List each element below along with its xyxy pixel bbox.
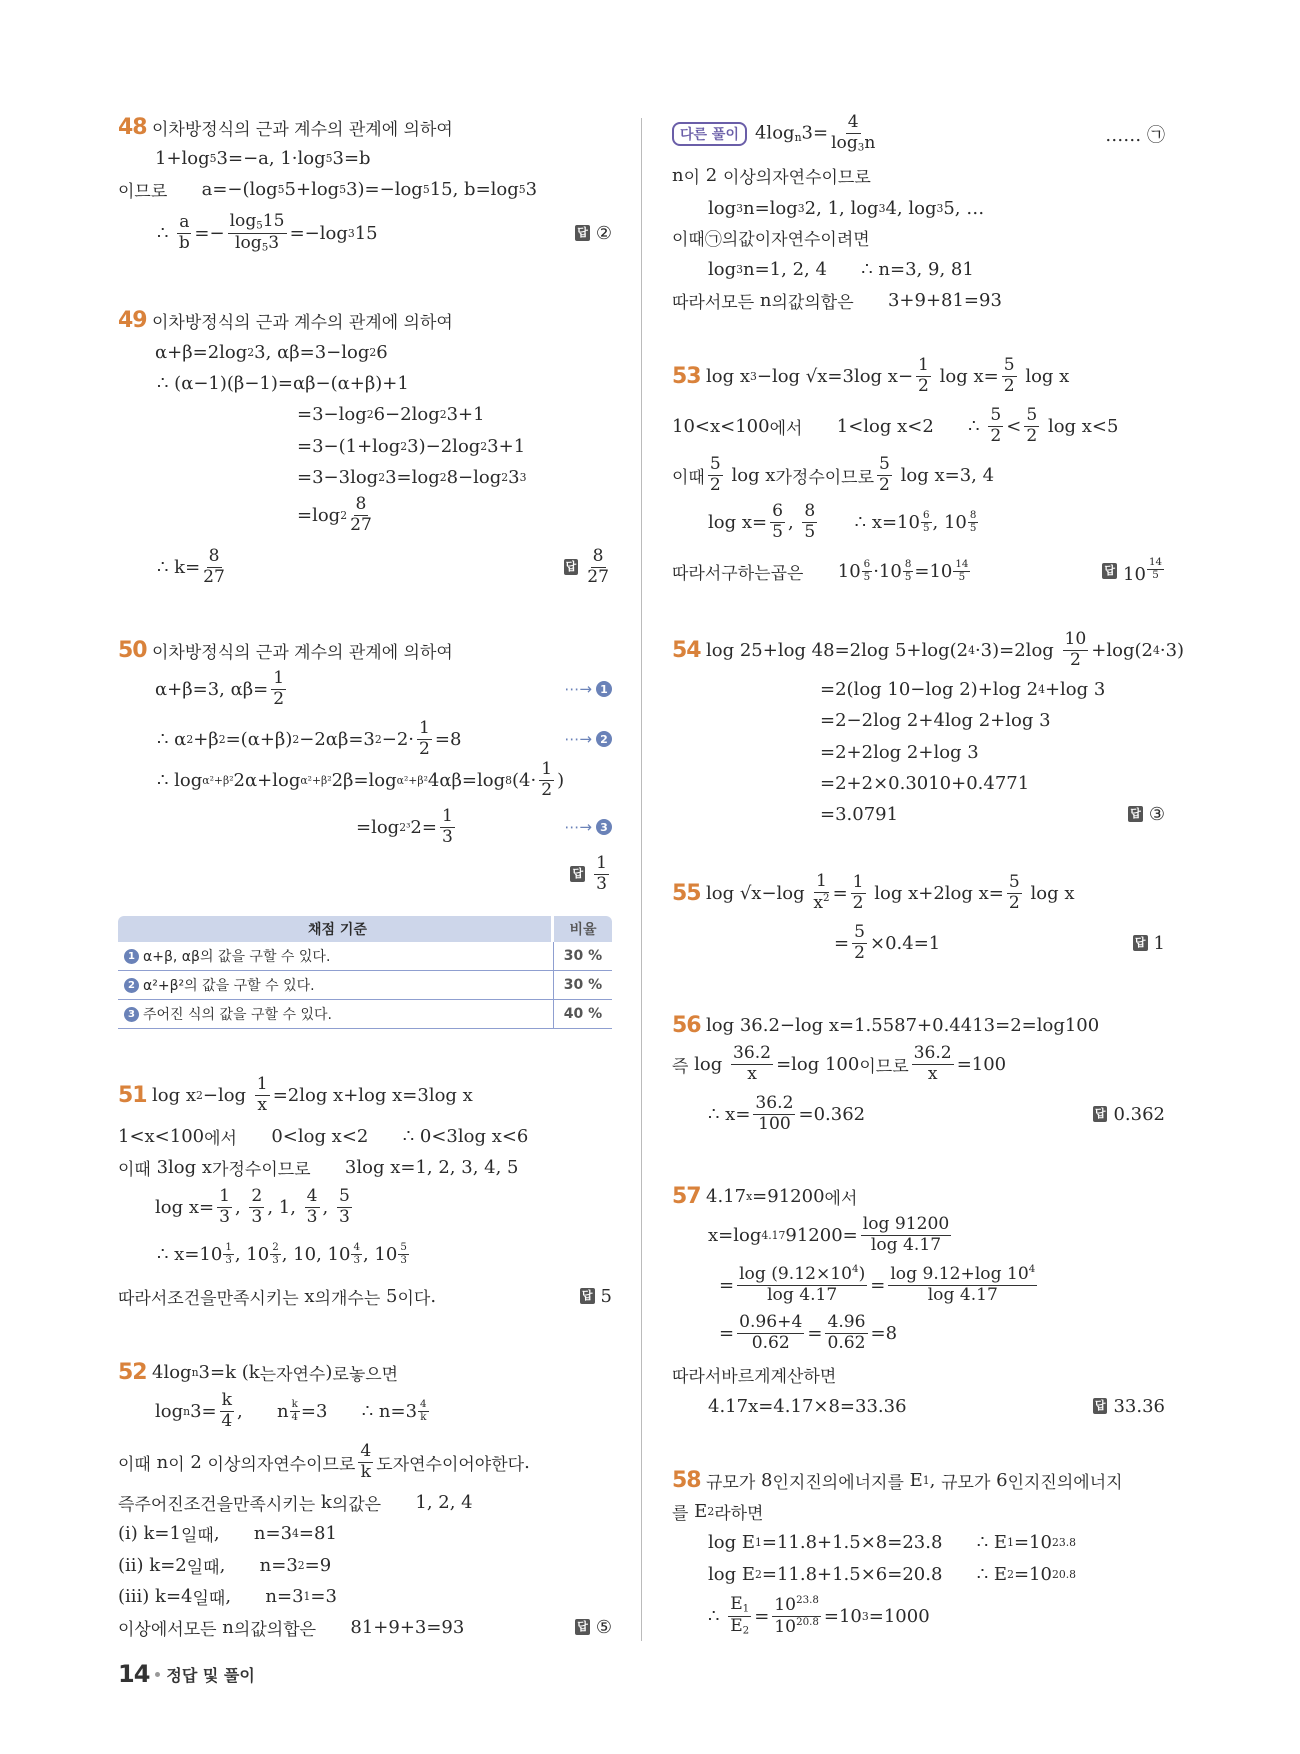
solution-line: α+β=2log 2 3, αβ=3−log 2 6 xyxy=(155,341,388,363)
solution-line: log √x−log $\frac{1}{x^2}$ = $\frac{1}{2}$ log x+2log x= $\frac{5}{2}$ log x xyxy=(706,871,1075,914)
answer xyxy=(1093,1090,1165,1138)
step-bullet-icon: 1 xyxy=(124,949,139,964)
solution-line: 이때 n 이 2 이상의 자연수이므로 $\frac{4}{k}$ 도 자연수이어야 한다 . xyxy=(118,1440,530,1482)
page-footer xyxy=(118,1660,255,1688)
problem-number: 56 xyxy=(672,1012,701,1038)
solution-line: 이때 3log x 가 정수이므로 3log x=1, 2, 3, 4, 5 xyxy=(118,1156,519,1180)
solution-line: =3−3log 2 3=log 2 8−log 2 3 3 xyxy=(297,466,527,488)
answer-badge-icon: 답 xyxy=(577,226,588,239)
solution-line: log n 3= $\frac{k}{4}$ , n $\frac{k}{4}$ =3 ∴ n=3 $\frac{4}{k}$ xyxy=(155,1389,427,1431)
answer xyxy=(1128,790,1165,838)
solution-line: log E 1 =11.8+1.5×8=23.8 ∴ E 1 =10 23.8 xyxy=(708,1531,1076,1553)
step-marker-2: ⋯→ 2 xyxy=(564,715,612,763)
answer-badge-icon: 답 xyxy=(581,1289,593,1302)
ratio: 30 % xyxy=(563,977,603,993)
table-header xyxy=(118,916,612,942)
solution-line: log 36.2−log x=1.5587+0.4413=2=log100 xyxy=(706,1014,1100,1036)
solution-line: log x= $\frac{6}{5}$ , $\frac{8}{5}$ ∴ x=10 $\frac{6}{5}$ , 10 $\frac{8}{5}$ xyxy=(708,500,977,542)
footer-title: 정답 및 풀이 xyxy=(166,1665,255,1685)
answer xyxy=(1102,547,1165,595)
solution-line: ∴ log α²+β² 2α+log α²+β² 2β=log α²+β² 4αβ=log 8 (4· $\frac{1}{2}$ ) xyxy=(157,758,565,800)
solution-line: ∴ $\frac{a}{b}$ =− $\frac{\log_515}{\log_53}$ =−log 3 15 xyxy=(157,211,378,254)
answer-value: 33.36 xyxy=(1113,1395,1165,1417)
header-ratio: 비율 xyxy=(569,922,597,938)
answer xyxy=(575,1603,612,1651)
problem-number: 49 xyxy=(118,307,147,333)
solution-line: =log 2 $\frac{8}{27}$ xyxy=(297,493,372,535)
answer-badge-icon: 답 xyxy=(572,867,584,880)
criterion: 주어진 식의 값을 구할 수 있다. xyxy=(143,1007,332,1023)
solution-line: ∴ α 2 +β 2 =(α+β) 2 −2αβ=3 2 −2· $\frac{1}{2}$ =8 xyxy=(157,717,462,759)
solution-line: =3−log 2 6−2log 2 3+1 xyxy=(297,403,485,425)
solution-line: (i) k=1 일 때 , n=3 4 =81 xyxy=(118,1522,337,1546)
solution-line: ∴ k= $\frac{8}{27}$ xyxy=(157,545,225,587)
table-row xyxy=(118,1000,612,1029)
solution-line: 따라서 바르게 계산하면 xyxy=(672,1366,837,1387)
answer-value: 10 $^{\frac{14}{5}}$ xyxy=(1123,556,1162,585)
equation-marker: …… ㉠ xyxy=(1105,125,1165,146)
solution-line: =3−(1+log 2 3)−2log 2 3+1 xyxy=(297,435,526,457)
solution-line: ∴ $\frac{E_1}{E_2}$ = $\frac{10^{23.8}}{10^{20.8}}$ =10 3 =1000 xyxy=(708,1593,930,1637)
step-marker-3: ⋯→ 3 xyxy=(564,803,612,851)
solution-line: =log 2³ 2= $\frac{1}{3}$ xyxy=(356,805,453,847)
answer-badge-icon: 답 xyxy=(1130,807,1141,820)
solution-line: 따라서 조건을 만족시키는 x 의 개수는 5 이다 . xyxy=(118,1285,437,1309)
answer-badge-icon: 답 xyxy=(1094,1399,1106,1412)
header-criterion: 채점 기준 xyxy=(118,916,554,942)
problem-number: 48 xyxy=(118,114,147,140)
solution-line: 이상에서 모든 n 의 값의 합은 81+9+3=93 xyxy=(118,1616,465,1640)
answer-value: 5 xyxy=(600,1285,612,1307)
solution-line: log 25+log 48=2log 5+log(2 4 ·3)=2log $\frac{10}{2}$ +log(2 4 ·3) xyxy=(706,628,1185,670)
solution-line: 4.17x=4.17×8=33.36 xyxy=(708,1395,907,1417)
column-divider xyxy=(641,118,642,1641)
solution-line: 규모가 8 인 지진의 에너지를 E 1 , 규모가 6 인 지진의 에너지 xyxy=(706,1469,1123,1493)
answer xyxy=(580,1272,612,1320)
solution-line: 이때 $\frac{5}{2}$ log x 가 정수이므로 $\frac{5}{2}$ log x=3, 4 xyxy=(672,453,995,495)
solution-line: (ii) k=2 일 때 , n=3 2 =9 xyxy=(118,1554,332,1578)
ratio: 30 % xyxy=(563,948,603,964)
solution-line: =2+2log 2+log 3 xyxy=(820,741,979,763)
ratio: 40 % xyxy=(563,1006,603,1022)
solution-line: =2(log 10−log 2)+log 2 4 +log 3 xyxy=(820,678,1106,700)
scoring-table xyxy=(118,916,612,1029)
solution-line: n 이 2 이상의 자연수이므로 xyxy=(672,164,871,188)
answer-value: 0.362 xyxy=(1113,1103,1165,1125)
problem-number: 58 xyxy=(672,1467,701,1493)
solution-line: = $\frac{\log (9.12\times 10^4)}{\log 4.17}$ = $\frac{\log 9.12+\log 10^4}{\log 4.17}$ xyxy=(719,1263,1036,1306)
solution-line: 이때 ㉠의 값이 자연수이려면 xyxy=(672,229,870,250)
answer-badge-icon: 답 xyxy=(1134,936,1146,949)
solution-line: (iii) k=4 일 때 , n=3 1 =3 xyxy=(118,1585,337,1609)
solution-line: log x= $\frac{1}{3}$ , $\frac{2}{3}$ , 1, $\frac{4}{3}$ , $\frac{5}{3}$ xyxy=(155,1185,350,1227)
problem-number: 52 xyxy=(118,1359,147,1385)
solution-line: log x 3 −log √x=3log x− $\frac{1}{2}$ log x= $\frac{5}{2}$ log x xyxy=(706,354,1070,396)
bullet-dot-icon xyxy=(155,1672,160,1677)
step-marker-1: ⋯→ 1 xyxy=(564,665,612,713)
page-number: 14 xyxy=(118,1660,150,1688)
answer xyxy=(1093,1382,1165,1430)
solution-line: 10<x<100 에서 1<log x<2 ∴ $\frac{5}{2}$ < $\frac{5}{2}$ log x<5 xyxy=(672,404,1119,446)
solution-line: ∴ (α−1)(β−1)=αβ−(α+β)+1 xyxy=(157,372,409,394)
answer xyxy=(575,209,612,257)
solution-line: 이차방정식의 근과 계수의 관계에 의하여 xyxy=(152,119,453,140)
solution-line: 1<x<100 에서 0<log x<2 ∴ 0<3log x<6 xyxy=(118,1125,529,1149)
alt-solution-line: 다른 풀이 $4\log_n3=$ $\frac{4}{\log_3n}$ xyxy=(672,110,878,158)
answer-value: ② xyxy=(595,222,612,244)
solution-line: 를 E 2 라 하면 xyxy=(672,1500,764,1524)
solution-line: 4log n 3=k (k 는 자연수 ) 로 놓으면 xyxy=(152,1361,399,1385)
answer-value: ⑤ xyxy=(595,1616,612,1638)
solution-line: x=log 4.17 91200= $\frac{\log 91200}{\log 4.17}$ xyxy=(708,1213,950,1255)
answer xyxy=(1133,919,1165,967)
solution-line: =3.0791 xyxy=(820,803,899,825)
answer-badge-icon: 답 xyxy=(577,1620,588,1633)
solution-line: 이므로 a=−(log 5 5+log 5 3)=−log 5 15, b=log 5 3 xyxy=(118,178,538,202)
solution-line: =2+2×0.3010+0.4771 xyxy=(820,772,1030,794)
solution-line: 이차방정식의 근과 계수의 관계에 의하여 xyxy=(152,642,453,663)
solution-line: = $\frac{5}{2}$ ×0.4=1 xyxy=(834,921,941,963)
problem-number: 51 xyxy=(118,1082,147,1108)
solution-line: ∴ x= $\frac{36.2}{100}$ =0.362 xyxy=(708,1092,866,1134)
answer xyxy=(564,543,612,591)
answer xyxy=(570,850,612,898)
problem-number: 57 xyxy=(672,1183,701,1209)
solution-line: 따라서 구하는 곱은 10 $\frac{6}{5}$ ·10 $\frac{8}{5}$ =10 $\frac{14}{5}$ xyxy=(672,557,969,584)
solution-line: 따라서 모든 n 의 값의 합은 3+9+81=93 xyxy=(672,289,1002,313)
problem-number: 54 xyxy=(672,637,701,663)
step-bullet-icon: 2 xyxy=(124,978,139,993)
table-row xyxy=(118,971,612,1000)
step-bullet-icon: 3 xyxy=(124,1007,139,1022)
solution-line: 이차방정식의 근과 계수의 관계에 의하여 xyxy=(152,312,453,333)
solution-line: =2−2log 2+4log 2+log 3 xyxy=(820,709,1051,731)
solution-line: 즉 주어진 조건을 만족시키는 k 의 값은 1, 2, 4 xyxy=(118,1491,473,1515)
answer-value: ③ xyxy=(1148,803,1165,825)
solution-line: log 3 n=log 3 2, 1, log 3 4, log 3 5, … xyxy=(708,197,985,219)
alt-solution-badge: 다른 풀이 xyxy=(672,122,747,146)
criterion: α²+β²의 값을 구할 수 있다. xyxy=(143,978,315,994)
problem-number: 55 xyxy=(672,880,701,906)
solution-line: 4.17 x =91200 에서 xyxy=(706,1185,858,1209)
table-row xyxy=(118,942,612,971)
problem-number: 53 xyxy=(672,363,701,389)
solution-line: log E 2 =11.8+1.5×6=20.8 ∴ E 2 =10 20.8 xyxy=(708,1563,1076,1585)
solution-line: 즉 log $\frac{36.2}{x}$ =log 100 이므로 $\frac{36.2}{x}$ =100 xyxy=(672,1042,1007,1084)
solution-line: 1+log 5 3=−a, 1·log 5 3=b xyxy=(155,147,371,169)
answer-value: $\frac{1}{3}$ xyxy=(596,852,607,894)
answer-value: 1 xyxy=(1153,932,1165,954)
solution-line: ∴ x=10 $\frac{1}{3}$ , 10 $\frac{2}{3}$ , 10, 10 $\frac{4}{3}$ , 10 $\frac{5}{3}$ xyxy=(157,1240,407,1266)
answer-badge-icon: 답 xyxy=(565,560,577,573)
answer-value: $\frac{8}{27}$ xyxy=(587,545,609,587)
answer-badge-icon: 답 xyxy=(1104,564,1116,577)
problem-number: 50 xyxy=(118,637,147,663)
solution-line: α+β=3, αβ= $\frac{1}{2}$ xyxy=(155,667,285,709)
solution-line: log x 2 −log $\frac{1}{x}$ =2log x+log x=3log x xyxy=(152,1073,473,1115)
solution-line: = $\frac{0.96+4}{0.62}$ = $\frac{4.96}{0.62}$ =8 xyxy=(719,1311,898,1353)
answer-badge-icon: 답 xyxy=(1094,1107,1106,1120)
solution-line: log 3 n=1, 2, 4 ∴ n=3, 9, 81 xyxy=(708,258,974,280)
criterion: α+β, αβ의 값을 구할 수 있다. xyxy=(143,949,331,965)
